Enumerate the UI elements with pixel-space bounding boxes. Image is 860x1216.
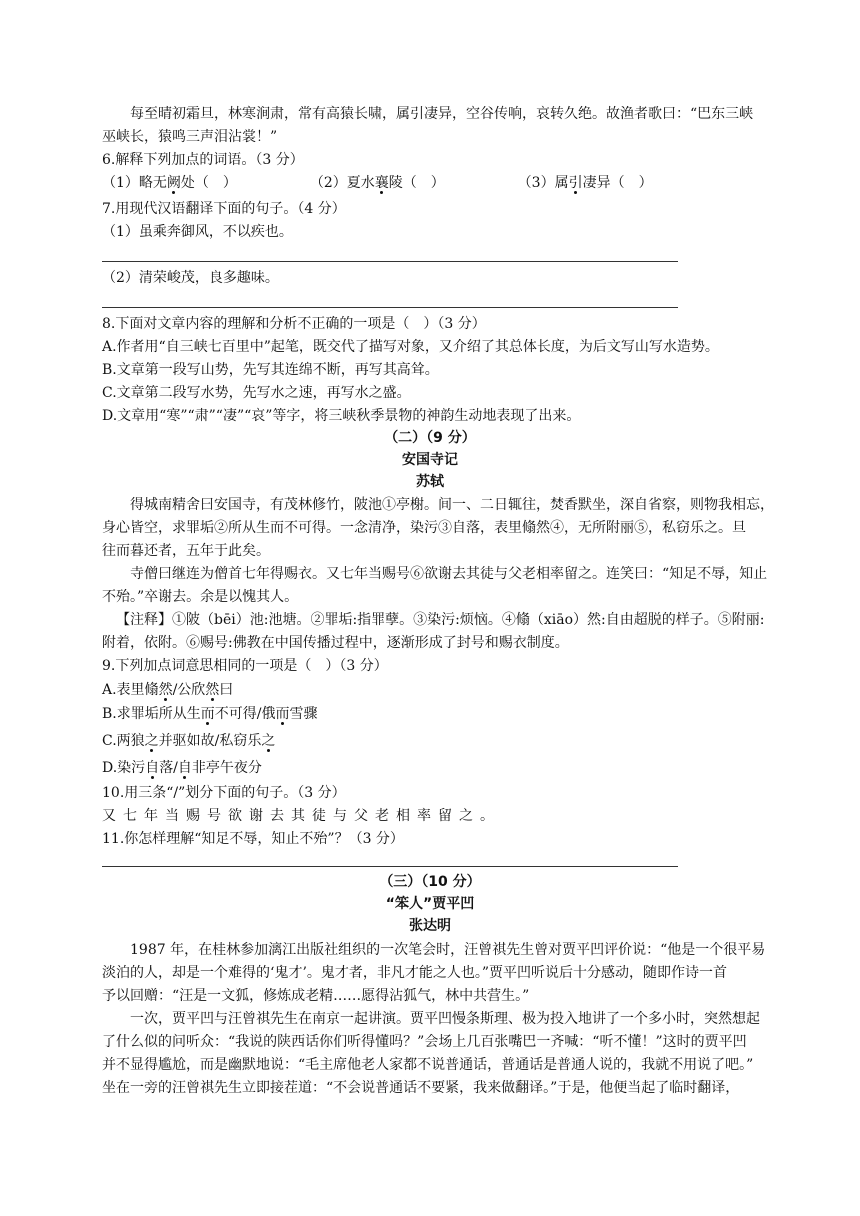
dotted-char: 之 <box>144 733 159 749</box>
question-7-sentence-1: （1）虽乘奔御风，不以疾也。 <box>102 224 293 240</box>
section-2-author: 苏轼 <box>416 474 444 490</box>
section-3-title: “笨人”贾平凹 <box>385 896 475 912</box>
question-9-stem: 9.下列加点词意思相同的一项是（ ）（3 分） <box>102 658 388 674</box>
question-8-option-b: B.文章第一段写山势，先写其连绵不断，再写其高耸。 <box>102 362 439 378</box>
section-2-heading: （二）（9 分） <box>384 430 476 446</box>
question-8-option-a: A.作者用“自三峡七百里中”起笔，既交代了描写对象，又介绍了其总体长度，为后文写山写水造势。 <box>102 339 719 355</box>
question-9-option-a: A.表里翛然/公欣然曰 <box>102 682 234 698</box>
passage-line: 巫峡长，猿鸣三声泪沾裳！” <box>102 129 278 145</box>
passage-line: 得城南精舍曰安国寺，有茂林修竹，陂池①亭榭。间一、二日辄往，焚香默坐，深自省察，则物我相忘， <box>130 497 774 513</box>
dotted-char: 然 <box>205 682 220 698</box>
q6-item-1: （1）略无阙处（ ） <box>102 175 237 191</box>
question-10-stem: 10.用三条“/”划分下面的句子。（3 分） <box>102 785 346 801</box>
question-8-stem: 8.下面对文章内容的理解和分析不正确的一项是（ ）（3 分） <box>102 316 486 332</box>
dotted-char: 自 <box>145 760 160 776</box>
dotted-char: 襄 <box>374 175 389 191</box>
q6-item-2: （2）夏水襄陵（ ） <box>309 175 445 191</box>
q6-item-3: （3）属引凄异（ ） <box>517 175 653 191</box>
passage-line: 往而暮还者，五年于此矣。 <box>102 543 270 559</box>
answer-line[interactable] <box>102 866 678 867</box>
dotted-char: 而 <box>275 706 290 722</box>
passage-line: 予以回赠：“汪是一文狐，修炼成老精……愿得沾狐气，林中共营生。” <box>102 988 530 1004</box>
dotted-char: 引 <box>568 175 583 191</box>
question-6-items <box>102 173 653 193</box>
question-6-stem: 6.解释下列加点的词语。（3 分） <box>102 152 304 168</box>
question-9-option-c: C.两狼之并驱如故/私窃乐之 <box>102 733 276 749</box>
passage-line: 不殆。”卒谢去。余是以愧其人。 <box>102 589 299 605</box>
passage-line: 1987 年，在桂林参加漓江出版社组织的一次笔会时，汪曾祺先生曾对贾平凹评价说：“他是一个很平易 <box>130 942 766 958</box>
question-8-option-c: C.文章第二段写水势，先写水之速，再写水之盛。 <box>102 385 411 401</box>
passage-line: 了什么似的问听众：“我说的陕西话你们听得懂吗？”会场上几百张嘴巴一齐喊：“听不懂！”这时的贾平凹 <box>102 1034 747 1050</box>
passage-line: 一次，贾平凹与汪曾祺先生在南京一起讲演。贾平凹慢条斯理、极为投入地讲了一个多小时，突然想起 <box>130 1011 760 1027</box>
question-7-stem: 7.用现代汉语翻译下面的句子。（4 分） <box>102 201 346 217</box>
passage-line: 寺僧曰继连为僧首七年得赐衣。又七年当赐号⑥欲谢去其徒与父老相率留之。连笑曰：“知足不辱，知止 <box>130 566 768 582</box>
answer-line[interactable] <box>102 307 678 308</box>
section-3-heading: （三）（10 分） <box>379 874 481 890</box>
passage-line: 身心皆空，求罪垢②所从生而不可得。一念清净，染污③自落，表里翛然④，无所附丽⑤，私窃乐之。旦 <box>102 520 746 536</box>
dotted-char: 而 <box>200 706 215 722</box>
passage-line: 淡泊的人，却是一个难得的‘鬼才’。鬼才者，非凡才能之人也。”贾平凹听说后十分感动，随即作诗一首 <box>102 965 728 981</box>
dotted-char: 自 <box>177 760 192 776</box>
question-7-sentence-2: （2）清荣峻茂，良多趣味。 <box>102 270 279 286</box>
section-3-author: 张达明 <box>409 918 451 934</box>
answer-line[interactable] <box>102 261 678 262</box>
section-2-title: 安国寺记 <box>402 452 458 468</box>
question-8-option-d: D.文章用“寒”“肃”“凄”“哀”等字，将三峡秋季景物的神韵生动地表现了出来。 <box>102 408 581 424</box>
dotted-char: 之 <box>261 733 276 749</box>
dotted-char: 阙 <box>166 175 181 191</box>
passage-line: 坐在一旁的汪曾祺先生立即接茬道：“不会说普通话不要紧，我来做翻译。”于是，他便当起了临时翻译， <box>102 1080 740 1096</box>
question-9-option-b: B.求罪垢所从生而不可得/俄而雪骤 <box>102 706 318 722</box>
question-11-stem: 11.你怎样理解“知足不辱，知止不殆”？（3 分） <box>102 831 404 847</box>
question-9-option-d: D.染污自落/自非亭午夜分 <box>102 760 262 776</box>
question-10-sentence: 又七年当赐号欲谢去其徒与父老相率留之。 <box>102 808 501 824</box>
dotted-char: 然 <box>158 682 173 698</box>
annotation-line: 附着，依附。⑥赐号:佛教在中国传播过程中，逐渐形成了封号和赐衣制度。 <box>102 635 569 651</box>
annotation-line: 【注释】①陂（bēi）池:池塘。②罪垢:指罪孽。③染污:烦恼。④翛（xiāo）然:自由超脱的样子。⑤附丽: <box>116 612 765 628</box>
passage-line: 每至晴初霜旦，林寒涧肃，常有高猿长啸，属引凄异，空谷传响，哀转久绝。故渔者歌曰：“巴东三峡 <box>130 106 754 122</box>
passage-line: 并不显得尴尬，而是幽默地说：“毛主席他老人家都不说普通话，普通话是普通人说的，我就不用说了吧。” <box>102 1057 754 1073</box>
